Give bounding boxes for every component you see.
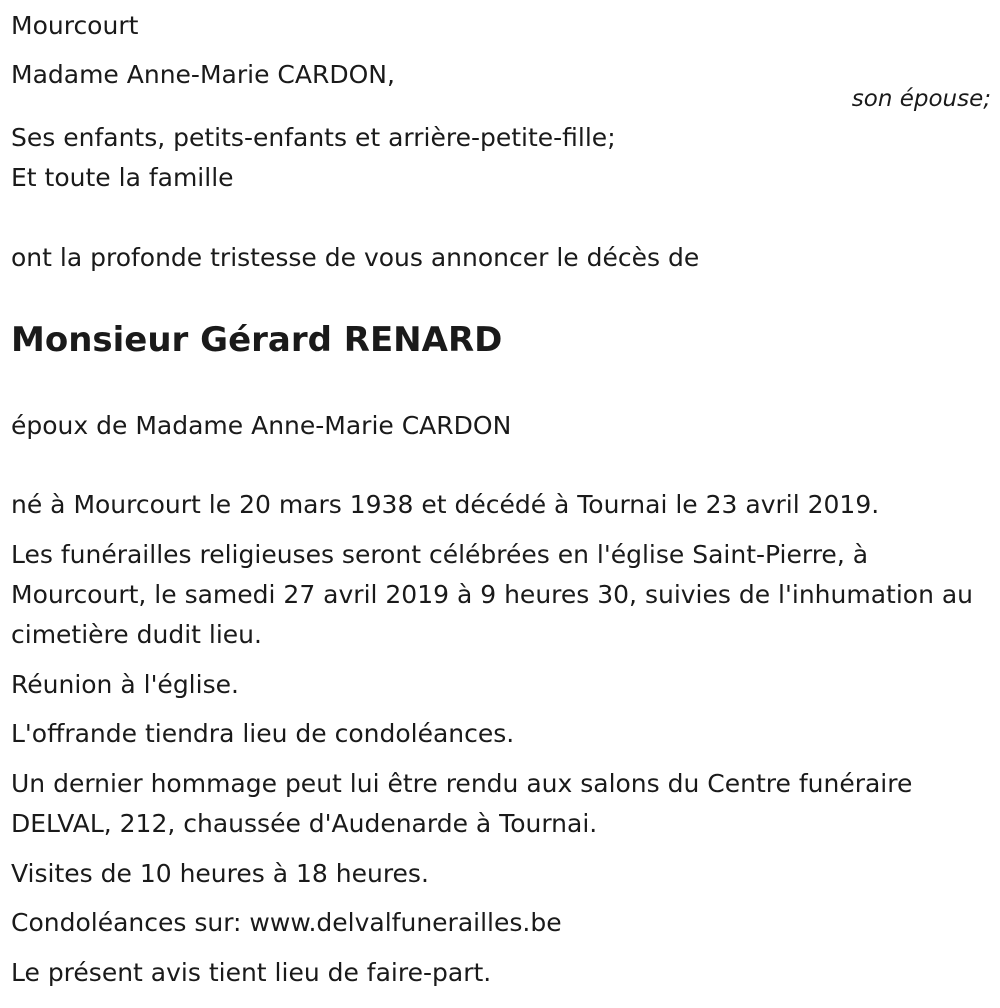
announcement-line: ont la profonde tristesse de vous annoncer le décès de (11, 243, 700, 272)
widow-role: son épouse; (851, 86, 991, 112)
deceased-name: Monsieur Gérard RENARD (11, 320, 503, 360)
visits-line: Visites de 10 heures à 18 heures. (11, 859, 429, 888)
children-line: Ses enfants, petits-enfants et arrière-petite-fille; (11, 123, 616, 152)
notice-statement: Le présent avis tient lieu de faire-part. (11, 958, 492, 987)
family-line: Et toute la famille (11, 163, 234, 192)
reunion-line: Réunion à l'église. (11, 670, 239, 699)
funeral-paragraph: Les funérailles religieuses seront célébrées en l'église Saint-Pierre, à Mourcourt, le samedi 27 avril 2019 à 9 heures 30, suivies de l'inhumation au cimetière dudit lieu. (11, 540, 974, 649)
offering-line: L'offrande tiendra lieu de condoléances. (11, 719, 515, 748)
spouse-line: époux de Madame Anne-Marie CARDON (11, 411, 512, 440)
birth-death-line: né à Mourcourt le 20 mars 1938 et décédé à Tournai le 23 avril 2019. (11, 490, 880, 519)
town-heading: Mourcourt (11, 11, 139, 40)
condolences-line: Condoléances sur: www.delvalfunerailles.be (11, 908, 562, 937)
homage-paragraph: Un dernier hommage peut lui être rendu aux salons du Centre funéraire DELVAL, 212, chaussée d'Audenarde à Tournai. (11, 769, 913, 838)
widow-name: Madame Anne-Marie CARDON, (11, 60, 395, 89)
